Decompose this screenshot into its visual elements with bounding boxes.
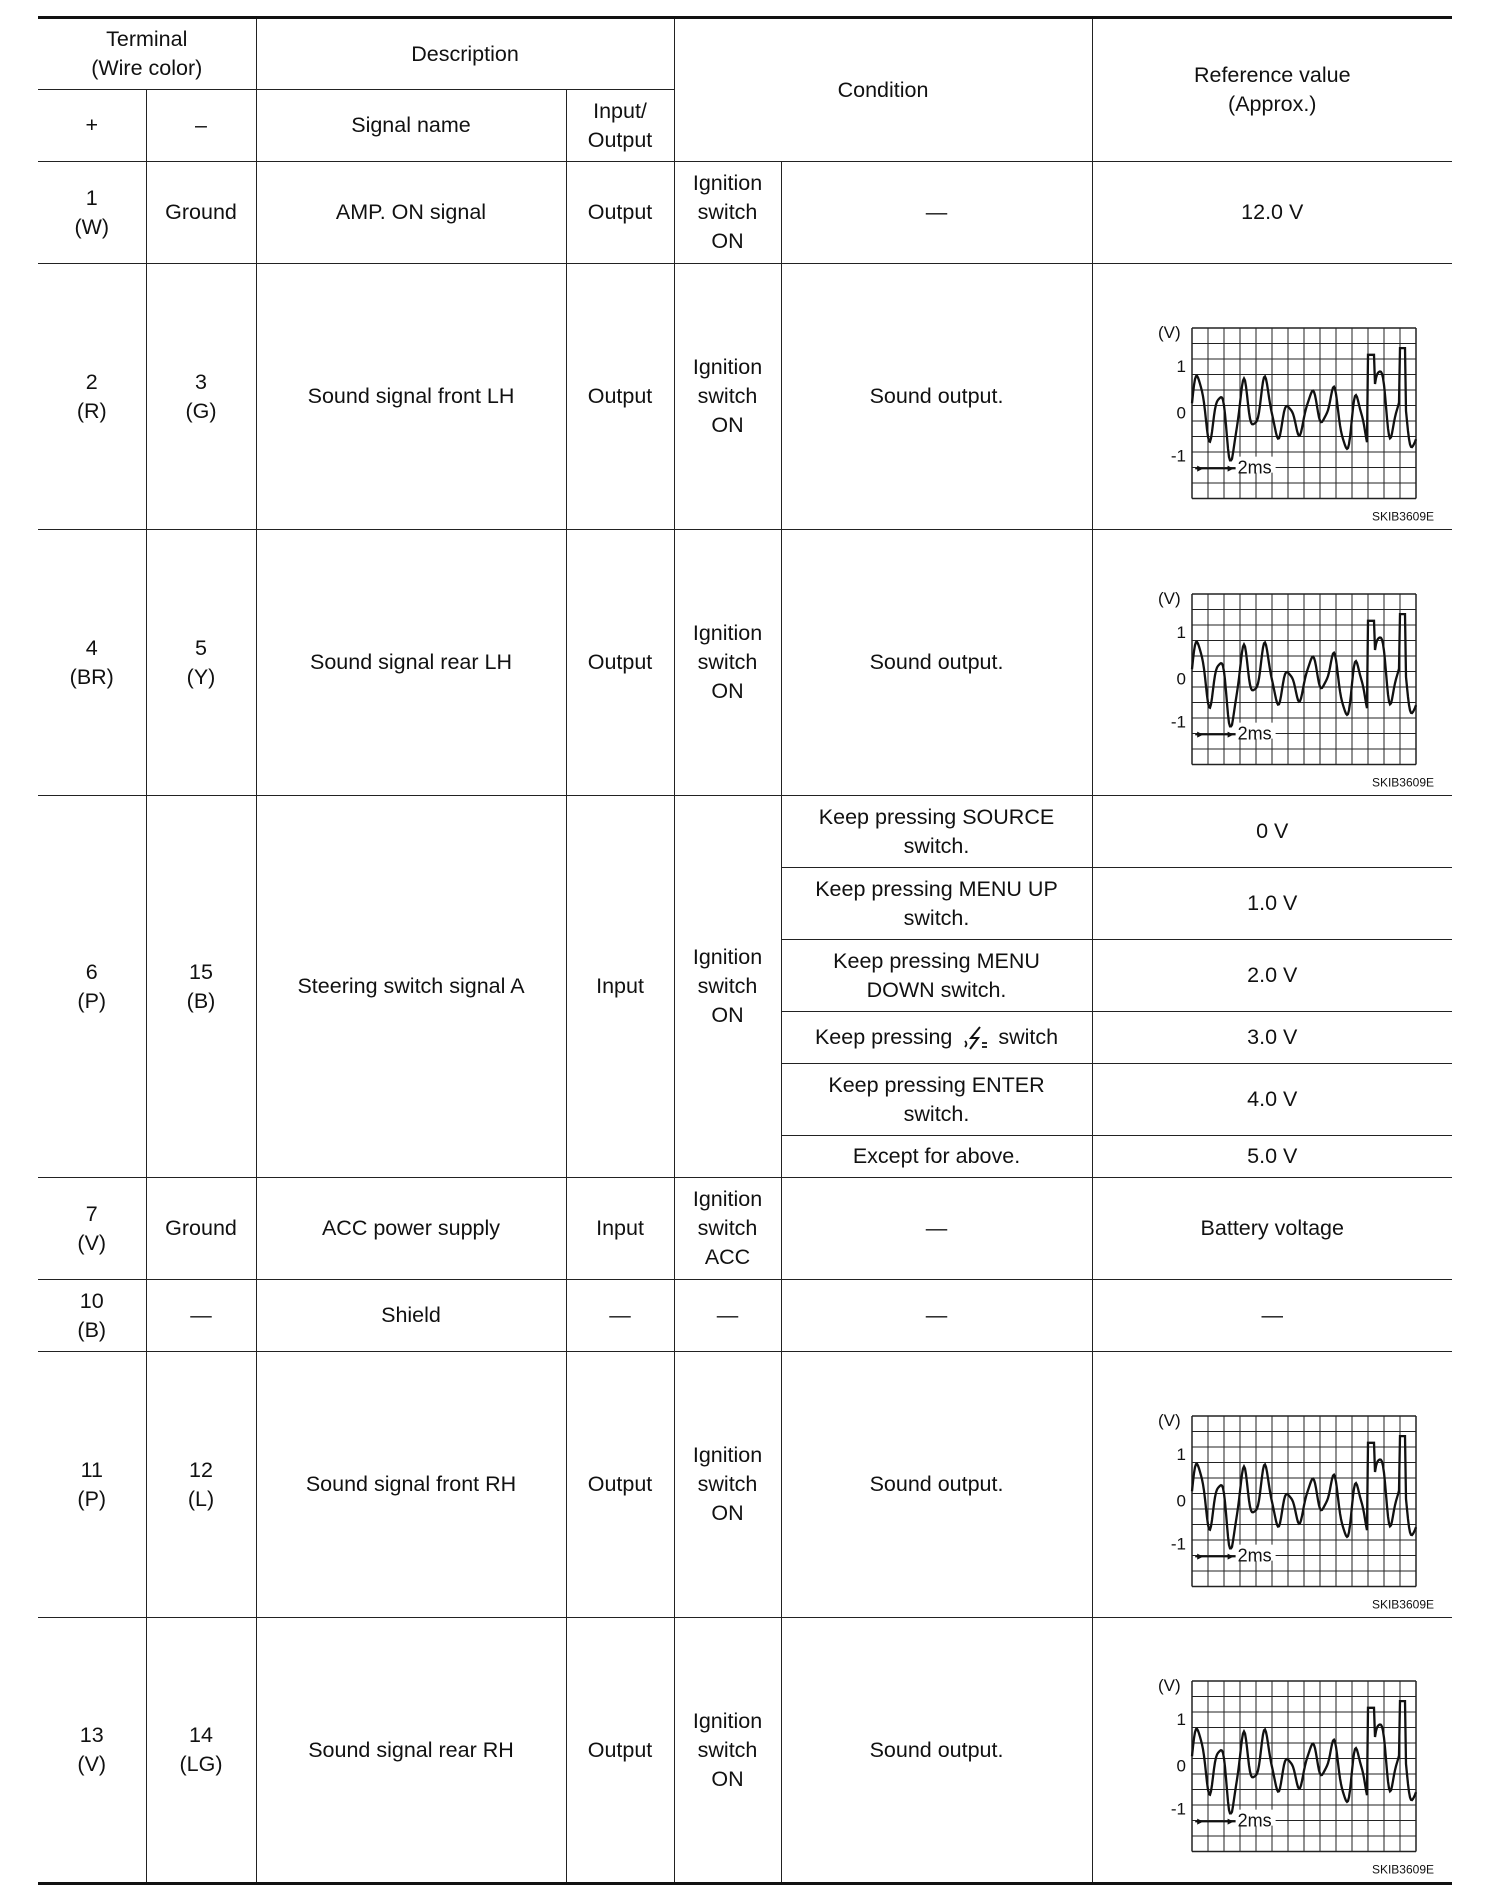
reference-value: 0 V	[1092, 796, 1452, 868]
ignition-condition: Ignition switch ON	[674, 1618, 781, 1884]
oscilloscope-waveform	[1122, 1645, 1435, 1877]
axis-tick-label: 0	[1176, 668, 1187, 688]
ignition-condition: Ignition switch ON	[674, 796, 781, 1178]
header-minus: –	[146, 90, 256, 162]
table-row	[38, 1618, 1452, 1884]
axis-tick-label: 1	[1176, 1444, 1187, 1464]
condition-detail: —	[781, 1280, 1092, 1352]
header-condition: Condition	[674, 18, 1092, 162]
voice-talk-icon	[962, 1025, 988, 1051]
table-row	[38, 1352, 1452, 1618]
signal-name: Steering switch signal A	[256, 796, 566, 1178]
terminal-plus: 2 (R)	[38, 264, 146, 530]
terminal-minus: 15 (B)	[146, 796, 256, 1178]
signal-name: Shield	[256, 1280, 566, 1352]
oscilloscope-waveform	[1122, 1380, 1435, 1611]
axis-tick-label: 1	[1176, 1709, 1187, 1729]
condition-detail: —	[781, 1178, 1092, 1280]
reference-value: 12.0 V	[1092, 162, 1452, 264]
condition-detail: —	[781, 162, 1092, 264]
table-row	[38, 530, 1452, 796]
axis-unit-label: (V)	[1158, 1410, 1181, 1430]
reference-value: 1.0 V	[1092, 868, 1452, 940]
ignition-condition: Ignition switch ON	[674, 530, 781, 796]
terminal-minus: 3 (G)	[146, 264, 256, 530]
terminal-minus: 12 (L)	[146, 1352, 256, 1618]
input-output: Output	[566, 530, 674, 796]
reference-value: 4.0 V	[1092, 1064, 1452, 1136]
terminal-minus: Ground	[146, 162, 256, 264]
table-row	[38, 1178, 1452, 1280]
terminal-plus: 6 (P)	[38, 796, 146, 1178]
condition-detail: Keep pressing ENTER switch.	[781, 1064, 1092, 1136]
ignition-condition: —	[674, 1280, 781, 1352]
terminal-plus: 13 (V)	[38, 1618, 146, 1884]
axis-unit-label: (V)	[1158, 588, 1181, 608]
terminal-plus: 11 (P)	[38, 1352, 146, 1618]
input-output: Input	[566, 796, 674, 1178]
axis-tick-label: -1	[1171, 712, 1187, 732]
oscilloscope-waveform	[1122, 558, 1435, 789]
time-scale-label: 2ms	[1237, 1810, 1272, 1831]
figure-code: SKIB3609E	[1372, 775, 1435, 789]
condition-detail: Keep pressing switch	[781, 1012, 1092, 1064]
terminal-plus: 10 (B)	[38, 1280, 146, 1352]
table-row	[38, 264, 1452, 530]
axis-tick-label: 1	[1176, 622, 1187, 642]
figure-code: SKIB3609E	[1372, 509, 1435, 523]
time-scale-label: 2ms	[1237, 1545, 1272, 1566]
axis-unit-label: (V)	[1158, 322, 1181, 342]
axis-tick-label: 0	[1176, 1756, 1187, 1776]
signal-name: AMP. ON signal	[256, 162, 566, 264]
figure-code: SKIB3609E	[1372, 1862, 1435, 1877]
axis-tick-label: -1	[1171, 1534, 1187, 1554]
ignition-condition: Ignition switch ON	[674, 264, 781, 530]
signal-name: Sound signal rear LH	[256, 530, 566, 796]
input-output: Output	[566, 162, 674, 264]
ignition-condition: Ignition switch ON	[674, 162, 781, 264]
terminal-plus: 4 (BR)	[38, 530, 146, 796]
signal-name: Sound signal front RH	[256, 1352, 566, 1618]
signal-name: Sound signal front LH	[256, 264, 566, 530]
terminal-minus: 14 (LG)	[146, 1618, 256, 1884]
reference-waveform	[1092, 1352, 1452, 1618]
header-terminal: Terminal (Wire color)	[38, 18, 256, 90]
axis-tick-label: 0	[1176, 1490, 1187, 1510]
ignition-condition: Ignition switch ON	[674, 1352, 781, 1618]
ignition-condition: Ignition switch ACC	[674, 1178, 781, 1280]
time-scale-label: 2ms	[1237, 723, 1272, 744]
table-row	[38, 1280, 1452, 1352]
reference-value: Battery voltage	[1092, 1178, 1452, 1280]
condition-detail: Sound output.	[781, 1352, 1092, 1618]
header-reference-value: Reference value (Approx.)	[1092, 18, 1452, 162]
terminal-minus: —	[146, 1280, 256, 1352]
header-input-output: Input/ Output	[566, 90, 674, 162]
header-description: Description	[256, 18, 674, 90]
terminal-plus: 1 (W)	[38, 162, 146, 264]
input-output: Output	[566, 1352, 674, 1618]
terminal-reference-table	[38, 16, 1452, 1885]
axis-tick-label: -1	[1171, 1799, 1187, 1819]
axis-tick-label: 1	[1176, 356, 1187, 376]
axis-unit-label: (V)	[1158, 1676, 1181, 1695]
input-output: Output	[566, 1618, 674, 1884]
reference-value: 5.0 V	[1092, 1136, 1452, 1178]
reference-value: 2.0 V	[1092, 940, 1452, 1012]
header-plus: +	[38, 90, 146, 162]
signal-name: Sound signal rear RH	[256, 1618, 566, 1884]
reference-waveform	[1092, 530, 1452, 796]
oscilloscope-waveform	[1122, 292, 1435, 523]
axis-tick-label: 0	[1176, 402, 1187, 422]
condition-detail: Keep pressing MENU DOWN switch.	[781, 940, 1092, 1012]
condition-detail: Keep pressing MENU UP switch.	[781, 868, 1092, 940]
table-row	[38, 162, 1452, 264]
condition-detail: Sound output.	[781, 1618, 1092, 1884]
header-signal-name: Signal name	[256, 90, 566, 162]
condition-detail: Except for above.	[781, 1136, 1092, 1178]
figure-code: SKIB3609E	[1372, 1597, 1435, 1611]
input-output: Input	[566, 1178, 674, 1280]
input-output: —	[566, 1280, 674, 1352]
terminal-minus: Ground	[146, 1178, 256, 1280]
signal-name: ACC power supply	[256, 1178, 566, 1280]
table-row	[38, 796, 1452, 868]
condition-detail: Sound output.	[781, 264, 1092, 530]
reference-waveform	[1092, 1618, 1452, 1884]
condition-detail: Sound output.	[781, 530, 1092, 796]
input-output: Output	[566, 264, 674, 530]
reference-waveform	[1092, 264, 1452, 530]
terminal-plus: 7 (V)	[38, 1178, 146, 1280]
terminal-minus: 5 (Y)	[146, 530, 256, 796]
condition-detail: Keep pressing SOURCE switch.	[781, 796, 1092, 868]
reference-value: 3.0 V	[1092, 1012, 1452, 1064]
axis-tick-label: -1	[1171, 446, 1187, 466]
time-scale-label: 2ms	[1237, 457, 1272, 478]
reference-value: —	[1092, 1280, 1452, 1352]
